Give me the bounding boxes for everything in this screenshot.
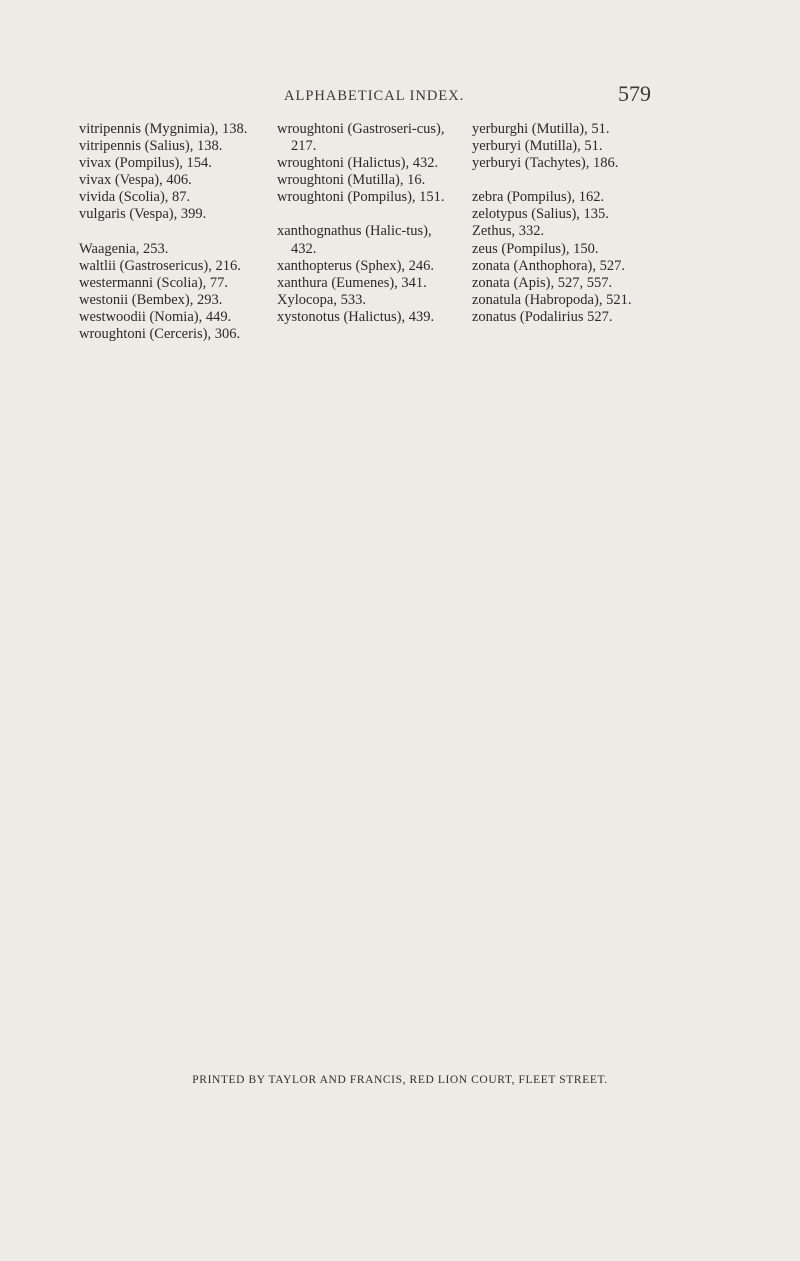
index-entry: westwoodii (Nomia), 449. <box>79 308 232 325</box>
index-entry: xanthognathus (Halic-tus), 432. <box>277 223 432 257</box>
index-group <box>277 121 457 206</box>
index-entry: zonata (Anthophora), 527. <box>472 257 626 274</box>
index-entry: vivax (Vespa), 406. <box>79 172 192 189</box>
index-entry: wroughtoni (Cerceris), 306. <box>79 326 241 343</box>
index-entry: Waagenia, 253. <box>79 240 169 257</box>
index-entry: vivax (Pompilus), 154. <box>79 155 212 172</box>
index-entry: yerburyi (Tachytes), 186. <box>472 155 619 172</box>
index-entry: zeus (Pompilus), 150. <box>472 240 599 257</box>
index-group <box>277 223 457 326</box>
index-entry: zebra (Pompilus), 162. <box>472 189 605 206</box>
index-entry: wroughtoni (Pompilus), 151. <box>277 189 445 206</box>
index-entry: vivida (Scolia), 87. <box>79 189 191 206</box>
index-entry: zonatula (Habropoda), 521. <box>472 291 632 308</box>
index-entry: westonii (Bembex), 293. <box>79 291 223 308</box>
index-group <box>79 241 259 344</box>
index-entry: wroughtoni (Mutilla), 16. <box>277 172 426 189</box>
index-group <box>472 121 662 172</box>
index-group <box>472 189 662 326</box>
index-column-2 <box>277 121 457 326</box>
index-column-1 <box>79 121 259 343</box>
index-entry: vitripennis (Salius), 138. <box>79 138 223 155</box>
index-entry: Zethus, 332. <box>472 223 545 240</box>
index-entry: zelotypus (Salius), 135. <box>472 206 609 223</box>
index-entry: yerburghi (Mutilla), 51. <box>472 121 610 137</box>
index-entry: Xylocopa, 533. <box>277 291 366 308</box>
index-entry: wroughtoni (Gastroseri-cus), 217. <box>277 121 445 155</box>
index-entry: waltlii (Gastrosericus), 216. <box>79 257 241 274</box>
running-title: ALPHABETICAL INDEX. <box>284 88 465 104</box>
index-entry: wroughtoni (Halictus), 432. <box>277 155 439 172</box>
index-entry: vulgaris (Vespa), 399. <box>79 206 207 223</box>
index-entry: vitripennis (Mygnimia), 138. <box>79 121 248 137</box>
page-number: 579 <box>618 81 651 106</box>
index-entry: yerburyi (Mutilla), 51. <box>472 138 603 155</box>
index-entry: xanthura (Eumenes), 341. <box>277 274 427 291</box>
index-entry: zonata (Apis), 527, 557. <box>472 274 613 291</box>
index-entry: xystonotus (Halictus), 439. <box>277 308 435 325</box>
index-column-3 <box>472 121 662 326</box>
index-entry: westermanni (Scolia), 77. <box>79 274 228 291</box>
index-entry: zonatus (Podalirius 527. <box>472 308 613 325</box>
index-group <box>79 121 259 224</box>
printer-imprint: PRINTED BY TAYLOR AND FRANCIS, RED LION COURT, FLEET STREET. <box>192 1074 608 1086</box>
index-entry: xanthopterus (Sphex), 246. <box>277 257 435 274</box>
